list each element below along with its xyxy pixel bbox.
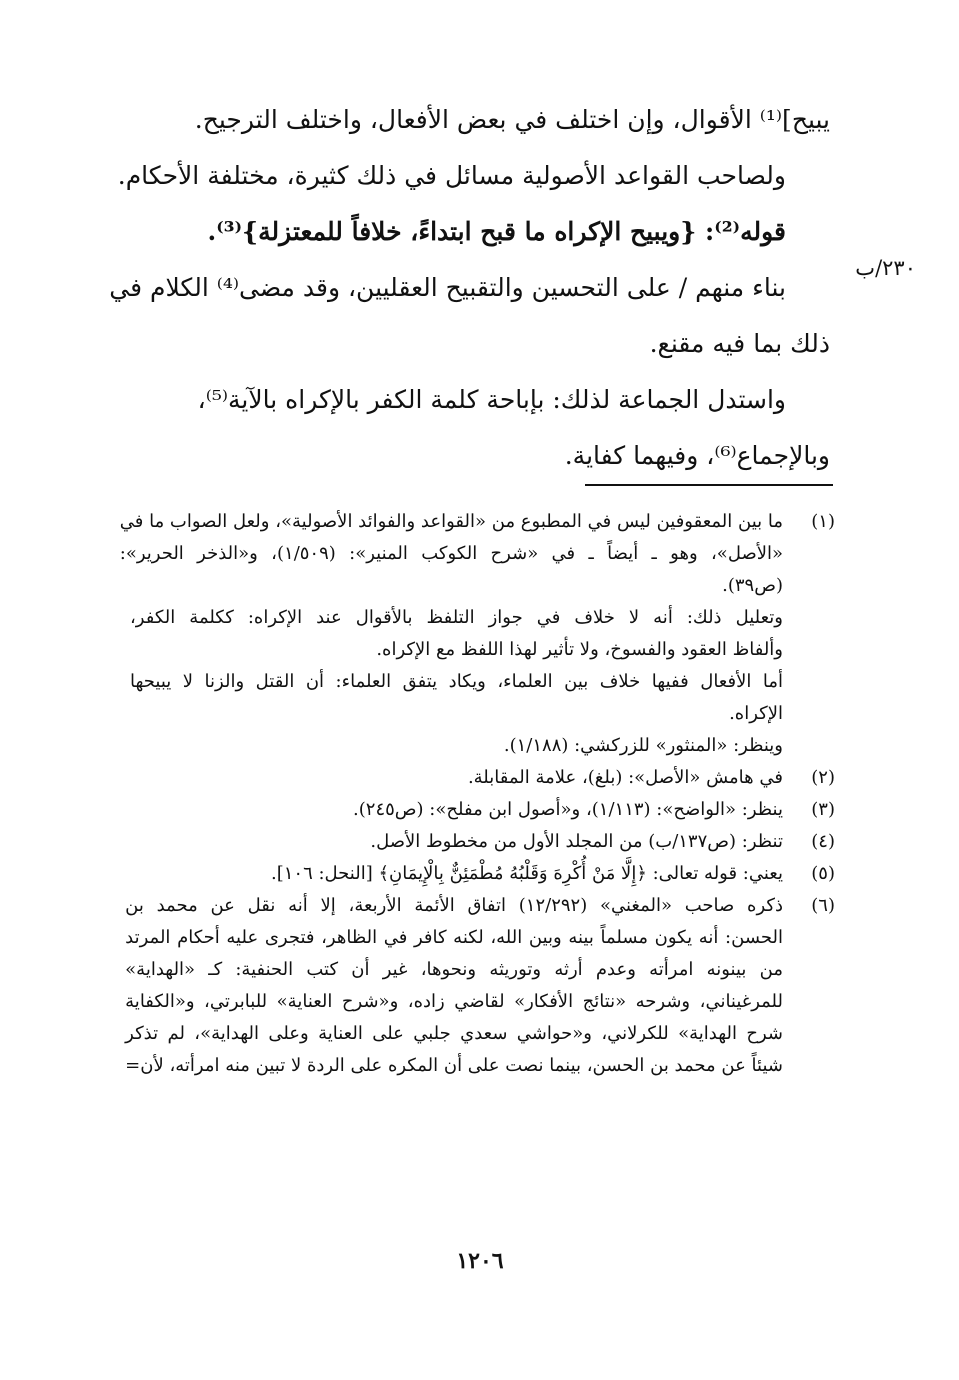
footnote-number: (٤) <box>811 831 835 852</box>
main-line: ولصاحب القواعد الأصولية مسائل في ذلك كثيرة، مختلفة الأحكام. <box>117 161 786 190</box>
footnote-body <box>130 858 783 890</box>
footnote-line: «الأصل»، وهو ـ أيضاً ـ في «شرح الكوكب المنير»: (١/٥٠٩)، و«الذخر الحرير»: <box>119 543 784 564</box>
footnote-line: في هامش «الأصل»: (بلغ)، علامة المقابلة. <box>467 767 783 788</box>
footnote-5 <box>130 858 835 890</box>
footnote-1 <box>119 506 835 602</box>
footnote-number: (٥) <box>811 863 835 884</box>
footnote-line: شرح الهداية» للكرلاني، و«حواشي سعدي جلبي على العناية وعلى الهداية»، لم تذكر <box>125 1023 783 1044</box>
footnote-line: وينظر: «المنثور» للزركشي: (١/١٨٨). <box>503 735 783 756</box>
footnote-line: وتعليل ذلك: أنه لا خلاف في جواز التلفظ بالأقوال عند الإكراه: ككلمة الكفر، <box>130 607 783 628</box>
main-text-block <box>110 92 830 484</box>
main-line-bold-quote: قوله⁽²⁾: {ويبيح الإكراه ما قبح ابتداءً، خلافاً للمعتزلة}⁽³⁾. <box>207 217 786 246</box>
footnote-6 <box>125 890 835 1082</box>
footnote-1-continuation <box>130 666 835 730</box>
footnote-4 <box>130 826 835 858</box>
footnote-line: ما بين المعقوفين ليس في المطبوع من «القواعد والفوائد الأصولية»، ولعل الصواب ما في <box>119 511 783 532</box>
footnote-line: أما الأفعال ففيها خلاف بين العلماء، ويكاد يتفق العلماء: أن القتل والزنا لا يبيحها <box>130 671 783 692</box>
footnote-line: يعني: قوله تعالى: ﴿إِلَّا مَنْ أُكْرِهَ وَقَلْبُهُ مُطْمَئِنٌّ بِالْإِيمَانِ﴾ [النحل: ١٠٦]. <box>271 863 783 884</box>
footnote-body <box>130 826 783 858</box>
footnote-1-continuation <box>130 602 835 666</box>
footnote-body <box>130 794 783 826</box>
main-line: ذلك بما فيه مقنع. <box>649 329 830 358</box>
footnote-line: من بينونه امرأته وعدم أرثه وتوريثه ونحوها، غير أن كتب الحنفية: كـ «الهداية» <box>125 959 783 980</box>
footnotes-block <box>119 506 835 1082</box>
footnote-line: تنظر: (ص١٣٧/ب) من المجلد الأول من مخطوط الأصل. <box>370 831 783 852</box>
footnote-line: الإكراه. <box>729 703 783 724</box>
footnote-number: (١) <box>811 511 835 532</box>
footnote-line: (ص٣٩). <box>722 575 783 596</box>
footnote-body <box>120 506 783 602</box>
page-number: ١٢٠٦ <box>456 1248 504 1274</box>
main-line: واستدل الجماعة لذلك: بإباحة كلمة الكفر بالإكراه بالآية⁽⁵⁾، <box>197 385 786 414</box>
footnote-number: (٦) <box>811 895 835 916</box>
footnote-line: ينظر: «الواضح»: (١/١١٣)، و«أصول ابن مفلح»: (ص٢٤٥). <box>353 799 783 820</box>
manuscript-folio-marker: ٢٣٠/ب <box>855 256 916 280</box>
footnote-line: للمرغيناني، وشرحه «نتائج الأفكار» لقاضي زاده، و«شرح العناية» للبابرتي، و«الكفاية <box>125 991 783 1012</box>
footnote-line: وألفاظ العقود والفسوخ، ولا تأثير لهذا اللفظ مع الإكراه. <box>376 639 783 660</box>
footnote-number: (٣) <box>811 799 835 820</box>
footnote-3 <box>130 794 835 826</box>
footnote-number: (٢) <box>811 767 835 788</box>
footnote-line: ذكره صاحب «المغني» (١٢/٢٩٢) اتفاق الأئمة الأربعة، إلا أنه نقل عن محمد بن <box>125 895 783 916</box>
footnote-separator-rule <box>585 484 833 486</box>
footnote-line: الحسن: أنه يكون مسلماً بينه وبين الله، لكنه كافر في الظاهر، فتجرى عليه أحكام المرتد <box>125 927 783 948</box>
footnote-body <box>125 890 783 1082</box>
main-line: يبيح]⁽¹⁾ الأقوال، وإن اختلف في بعض الأفعال، واختلف الترجيح. <box>194 105 830 134</box>
footnote-2 <box>130 762 835 794</box>
footnote-body <box>130 762 783 794</box>
footnote-1-continuation <box>130 730 835 762</box>
footnote-line: شيئاً عن محمد بن الحسن، بينما نصت على أن المكره على الردة لا تبين منه امرأته، لأن= <box>125 1055 783 1076</box>
main-line: بناء منهم / على التحسين والتقبيح العقليين، وقد مضى⁽⁴⁾ الكلام في <box>109 273 786 302</box>
main-line: وبالإجماع⁽⁶⁾، وفيهما كفاية. <box>564 441 830 470</box>
